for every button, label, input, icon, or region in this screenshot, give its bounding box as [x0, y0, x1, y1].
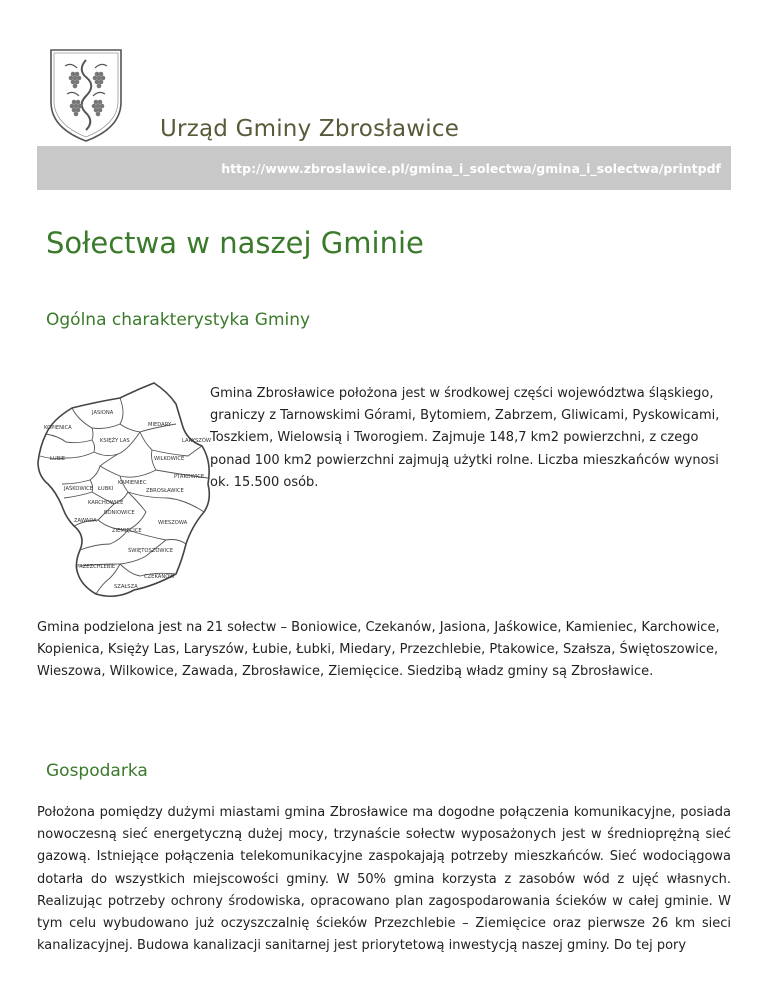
map-label: KSIĘŻY LAS — [100, 438, 130, 444]
map-label: BONIOWICE — [104, 510, 135, 516]
map-label: ŁUBIE — [50, 456, 66, 462]
map-label: ŁUBKI — [98, 486, 114, 492]
map-label: KOPIENICA — [44, 425, 72, 431]
map-label: ŚWIĘTOSZOWICE — [128, 548, 173, 554]
map-label: WIESZOWA — [158, 520, 188, 526]
map-label: MIEDARY — [148, 422, 172, 428]
map-label: JASIONA — [92, 410, 114, 416]
map-label: KARCHOWICE — [88, 500, 124, 506]
map-label: PTAKOWICE — [174, 474, 205, 480]
map-label: LARYSZÓW — [182, 438, 212, 444]
intro-paragraph: Gmina Zbrosławice położona jest w środkowej części województwa śląskiego, graniczy z Tarnowskimi Górami, Bytomiem, Zabrzem, Gliwicami, Pyskowicami, Toszkiem, Wielowsią i Tworogiem. Zajmuje 148,7 km2 powierzchni, z czego ponad 100 km2 powierzchni zajmują użytki rolne. Liczba mieszkańców wynosi ok. 15.500 osób. — [210, 386, 720, 490]
economy-paragraph: Położona pomiędzy dużymi miastami gmina Zbrosławice ma dogodne połączenia komunikacyjne, posiada nowoczesną sieć energetyczną dużej mocy, trzynaście sołectw wyposażonych jest w średnioprężną sieć gazową. Istniejące połączenia telekomunikacyjne zaspokajają potrzeby mieszkańców. Sieć wodociągowa dotarła do wszystkich miejscowości gminy. W 50% gmina korzysta z zasobów wód z ujęć własnych. Realizując potrzeby ochrony środowiska, opracowano plan zagospodarowania ścieków w całej gminie. W tym celu wybudowano już oczyszczalnię ścieków Przezchlebie – Ziemięcice oraz pierwsze 26 km sieci kanalizacyjnej. Budowa kanalizacji sanitarnej jest priorytetową inwestycją naszej gminy. Do tej pory — [37, 805, 731, 954]
map-label: ZIEMIĘCICE — [112, 528, 142, 534]
map-label: ZAWADA — [74, 518, 97, 524]
map-label: PRZEZCHLEBIE — [76, 564, 116, 570]
url-bar — [37, 146, 731, 190]
map-label: KAMIENIEC — [118, 480, 147, 486]
site-title: Urząd Gminy Zbrosławice — [160, 116, 460, 142]
map-label: WILKOWICE — [154, 456, 185, 462]
map-label: SZAŁSZA — [114, 584, 138, 590]
page-url-link[interactable]: http://www.zbroslawice.pl/gmina_i_solectwa/gmina_i_solectwa/printpdf — [221, 161, 721, 176]
map-label: ZBROSŁAWICE — [146, 488, 184, 494]
page-title: Sołectwa w naszej Gminie — [46, 226, 424, 260]
solectwa-paragraph: Gmina podzielona jest na 21 sołectw – Boniowice, Czekanów, Jasiona, Jaśkowice, Kamieniec, Karchowice, Kopienica, Księży Las, Laryszów, Łubie, Łubki, Miedary, Przezchlebie, Ptakowice, Szałsza, Świętoszowice, Wieszowa, Wilkowice, Zawada, Zbrosławice, Ziemięcice. Siedzibą władz gminy są Zbrosławice. — [37, 620, 720, 680]
coat-of-arms-icon — [47, 44, 125, 144]
map-label: JAŚKOWICE — [64, 486, 94, 492]
municipality-map — [36, 380, 214, 602]
map-label: CZEKANÓW — [144, 574, 175, 580]
section-heading-overview: Ogólna charakterystyka Gminy — [46, 310, 311, 330]
section-heading-economy: Gospodarka — [46, 761, 148, 781]
